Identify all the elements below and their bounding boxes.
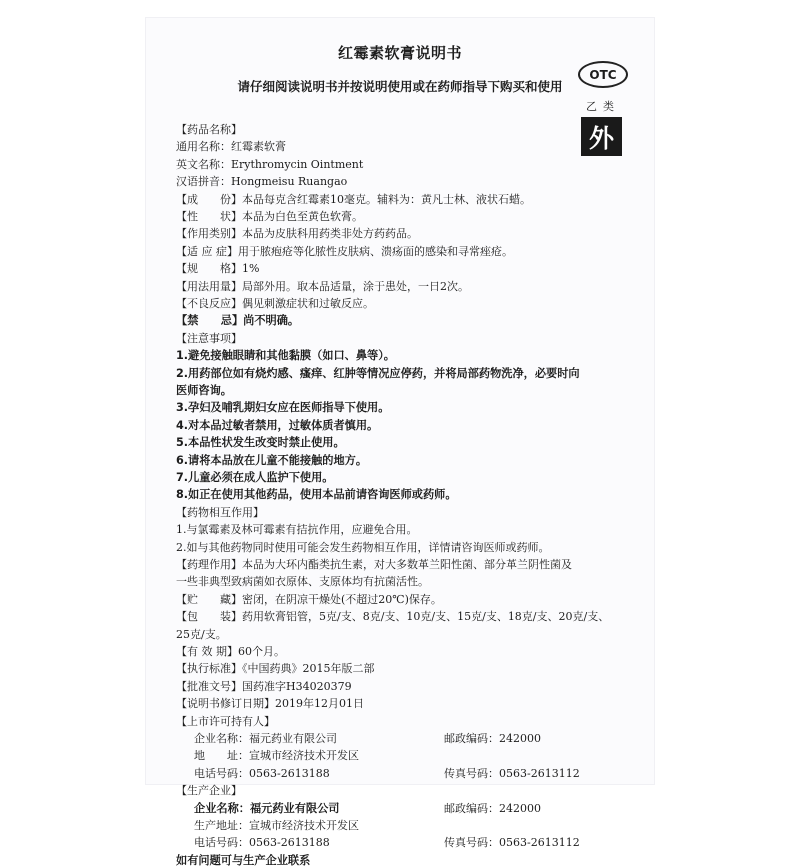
precaution-item-cont: 医师咨询。	[176, 384, 232, 397]
shelf-life: 【有 效 期】60个月。	[176, 645, 285, 658]
otc-badge: OTC	[578, 61, 628, 88]
maker-postcode: 邮政编码：242000	[444, 801, 541, 815]
drug-category: 【作用类别】本品为皮肤科用药类非处方药药品。	[176, 227, 418, 241]
section-holder: 【上市许可持有人】	[176, 714, 275, 728]
holder-phone: 电话号码：0563-2613188	[194, 766, 330, 780]
interaction-item: 1.与氯霉素及林可霉素有拮抗作用，应避免合用。	[176, 523, 418, 537]
precaution-item: 8.如正在使用其他药品，使用本品前请咨询医师或药师。	[176, 488, 457, 502]
pinyin-name: 汉语拼音：Hongmeisu Ruangao	[176, 175, 348, 189]
holder-address: 地 址：宣城市经济技术开发区	[194, 749, 359, 763]
contraindications: 【禁 忌】尚不明确。	[176, 314, 300, 328]
holder-postcode: 邮政编码：242000	[444, 732, 541, 745]
storage: 【贮 藏】密闭，在阴凉干燥处(不超过20℃)保存。	[176, 592, 442, 606]
appearance: 【性 状】本品为白色至黄色软膏。	[176, 210, 363, 223]
contact-note: 如有问题可与生产企业联系	[176, 853, 311, 867]
maker-company: 企业名称：福元药业有限公司	[194, 801, 340, 815]
section-precautions: 【注意事项】	[176, 331, 242, 345]
approval-number: 【批准文号】国药准字H34020379	[176, 679, 352, 693]
instruction-sheet	[146, 18, 654, 867]
ingredients: 【成 份】本品每克含红霉素10毫克。辅料为：黄凡士林、液状石蜡。	[176, 192, 531, 206]
precaution-item: 6.请将本品放在儿童不能接触的地方。	[176, 453, 368, 467]
document-title: 红霉素软膏说明书	[337, 44, 462, 62]
holder-fax: 传真号码：0563-2613112	[444, 766, 580, 780]
section-manufacturer: 【生产企业】	[176, 784, 242, 798]
external-use-badge: 外	[581, 117, 622, 156]
precaution-item: 3.孕妇及哺乳期妇女应在医师指导下使用。	[176, 401, 390, 415]
holder-company: 企业名称：福元药业有限公司	[194, 732, 337, 745]
maker-phone: 电话号码：0563-2613188	[194, 836, 330, 850]
english-name: 英文名称：Erythromycin Ointment	[176, 157, 364, 171]
revision-date: 【说明书修订日期】2019年12月01日	[176, 697, 364, 711]
adverse-reactions: 【不良反应】偶见刺激症状和过敏反应。	[176, 297, 374, 310]
generic-name: 通用名称：红霉素软膏	[176, 140, 286, 154]
document-subtitle: 请仔细阅读说明书并按说明使用或在药师指导下购买和使用	[237, 79, 563, 94]
precaution-item: 2.用药部位如有烧灼感、瘙痒、红肿等情况应停药，并将局部药物洗净，必要时向	[176, 366, 580, 380]
section-drug-name: 【药品名称】	[176, 123, 242, 136]
interaction-item: 2.如与其他药物同时使用可能会发生药物相互作用，详情请咨询医师或药师。	[176, 540, 550, 554]
otc-category: 乙类	[586, 100, 620, 113]
section-interactions: 【药物相互作用】	[176, 505, 264, 519]
indications: 【适 应 症】用于脓疱疮等化脓性皮肤病、溃疡面的感染和寻常痤疮。	[176, 244, 513, 258]
dosage: 【用法用量】局部外用。取本品适量，涂于患处，一日2次。	[176, 279, 469, 293]
packaging-cont: 25克/支。	[176, 627, 227, 641]
standard: 【执行标准】《中国药典》2015年版二部	[176, 662, 375, 676]
packaging: 【包 装】药用软膏铝管，5克/支、8克/支、10克/支、15克/支、18克/支、20克/支、	[176, 610, 610, 624]
maker-address: 生产地址：宣城市经济技术开发区	[194, 819, 359, 832]
maker-fax: 传真号码：0563-2613112	[444, 836, 580, 850]
precaution-item: 5.本品性状发生改变时禁止使用。	[176, 436, 345, 450]
specification: 【规 格】1%	[176, 262, 260, 276]
pharmacology: 【药理作用】本品为大环内酯类抗生素，对大多数革兰阳性菌、部分革兰阴性菌及	[176, 558, 572, 571]
precaution-item: 1.避免接触眼睛和其他黏膜（如口、鼻等）。	[176, 349, 395, 363]
precaution-item: 7.儿童必须在成人监护下使用。	[176, 471, 334, 484]
precaution-item: 4.对本品过敏者禁用，过敏体质者慎用。	[176, 418, 379, 432]
pharmacology-cont: 一些非典型致病菌如衣原体、支原体均有抗菌活性。	[176, 575, 429, 589]
